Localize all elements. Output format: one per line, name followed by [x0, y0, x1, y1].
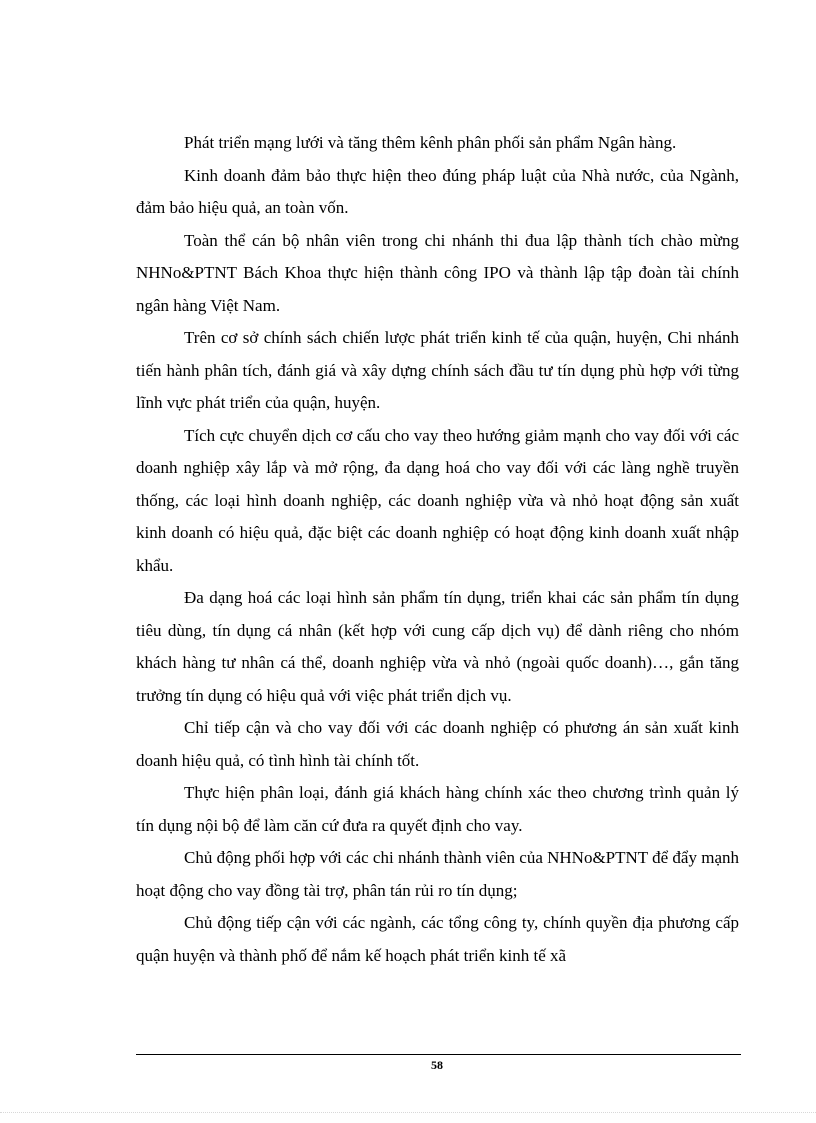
paragraph-customer-classification: Thực hiện phân loại, đánh giá khách hàng chính xác theo chương trình quản lý tín dụng nội bộ để làm căn cứ đưa ra quyết định cho vay. [136, 783, 739, 835]
page-edge-divider [0, 1112, 816, 1113]
paragraph-legal-compliance: Kinh doanh đảm bảo thực hiện theo đúng pháp luật của Nhà nước, của Ngành, đảm bảo hiệu quả, an toàn vốn. [136, 165, 739, 217]
paragraph-loan-restructuring: Tích cực chuyển dịch cơ cấu cho vay theo hướng giảm mạnh cho vay đối với các doanh nghiệp xây lắp và mở rộng, đa dạng hoá cho vay đối với các làng nghề truyền thống, các loại hình doanh nghiệp, các doanh nghiệp vừa và nhỏ hoạt động sản xuất kinh doanh có hiệu quả, đặc biệt các doanh nghiệp có hoạt động kinh doanh xuất nhập khẩu. [136, 425, 739, 575]
paragraph-credit-policy: Trên cơ sở chính sách chiến lược phát triển kinh tế của quận, huyện, Chi nhánh tiến hành phân tích, đánh giá và xây dựng chính sách đầu tư tín dụng phù hợp với từng lĩnh vực phát triển của quận, huyện. [136, 328, 739, 412]
paragraph-network-expansion: Phát triển mạng lưới và tăng thêm kênh phân phối sản phẩm Ngân hàng. [184, 133, 677, 152]
page-number: 58 [431, 1058, 443, 1072]
paragraph-staff-emulation: Toàn thể cán bộ nhân viên trong chi nhánh thi đua lập thành tích chào mừng NHNo&PTNT Bách Khoa thực hiện thành công IPO và thành lập tập đoàn tài chính ngân hàng Việt Nam. [136, 230, 739, 315]
paragraph-government-outreach: Chủ động tiếp cận với các ngành, các tổng công ty, chính quyền địa phương cấp quận huyện và thành phố để nắm kế hoạch phát triển kinh tế xã [136, 913, 739, 965]
footer-divider [136, 1054, 741, 1055]
paragraph-product-diversification: Đa dạng hoá các loại hình sản phẩm tín dụng, triển khai các sản phẩm tín dụng tiêu dùng, tín dụng cá nhân (kết hợp với cung cấp dịch vụ) để dành riêng cho nhóm khách hàng tư nhân cá thể, doanh nghiệp vừa và nhỏ (ngoài quốc doanh)…, gắn tăng trưởng tín dụng có hiệu quả với việc phát triển dịch vụ. [136, 588, 739, 705]
body-text [136, 127, 739, 972]
paragraph-syndicated-lending: Chủ động phối hợp với các chi nhánh thành viên của NHNo&PTNT để đẩy mạnh hoạt động cho vay đồng tài trợ, phân tán rủi ro tín dụng; [136, 848, 739, 900]
paragraph-lending-criteria: Chỉ tiếp cận và cho vay đối với các doanh nghiệp có phương án sản xuất kinh doanh hiệu quả, có tình hình tài chính tốt. [136, 718, 739, 770]
